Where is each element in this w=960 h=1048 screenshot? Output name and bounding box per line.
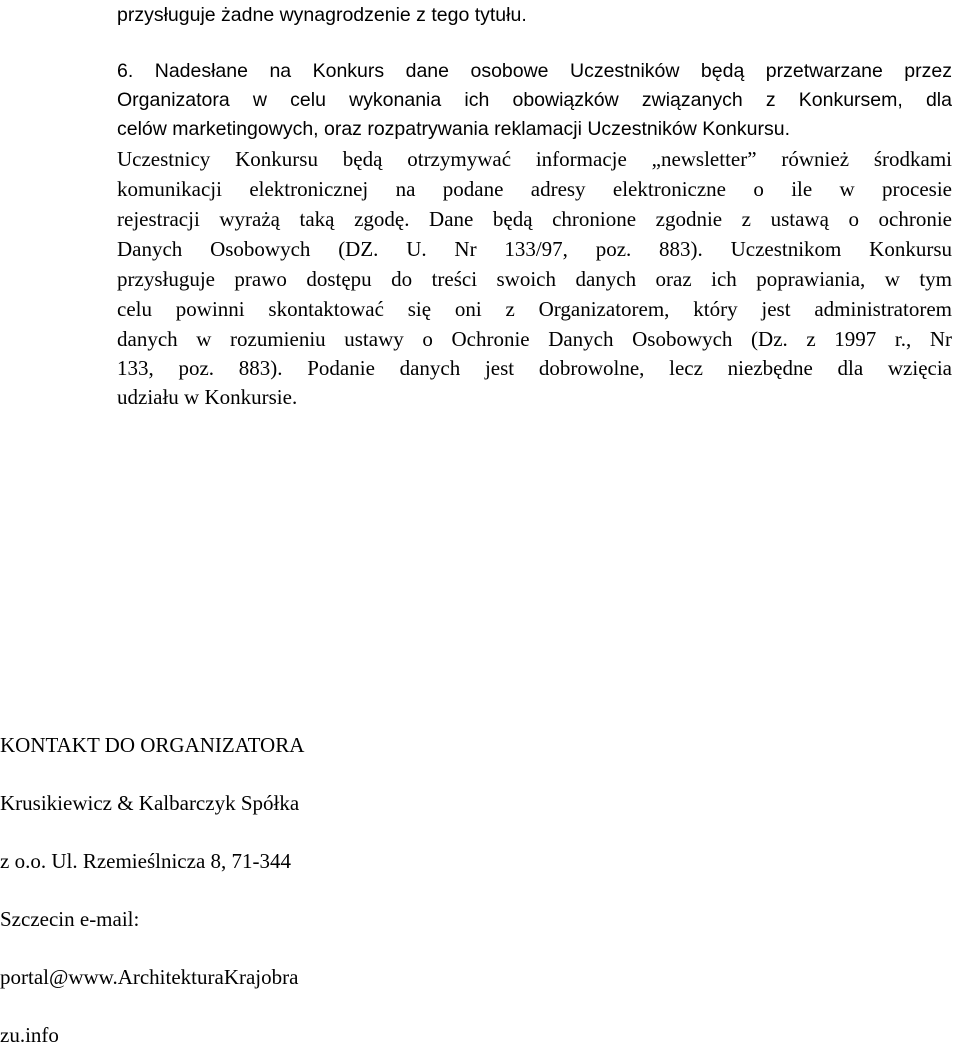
contact-email-continuation: zu.info [0,1023,59,1047]
paragraph-line: komunikacji elektronicznej na podane adresy elektroniczne o ile w procesie [117,177,952,201]
paragraph-continuation-line: przysługuje żadne wynagrodzenie z tego tytułu. [117,4,527,26]
contact-heading: KONTAKT DO ORGANIZATORA [0,733,305,757]
paragraph-line: Uczestnicy Konkursu będą otrzymywać informacje „newsletter” również środkami [117,147,952,171]
paragraph-line: 6. Nadesłane na Konkurs dane osobowe Uczestników będą przetwarzane przez [117,60,952,82]
contact-address-line: z o.o. Ul. Rzemieślnicza 8, 71-344 [0,849,292,873]
paragraph-line: Organizatora w celu wykonania ich obowiązków związanych z Konkursem, dla [117,89,952,111]
paragraph-line: rejestracji wyrażą taką zgodę. Dane będą chronione zgodnie z ustawą o ochronie [117,207,952,231]
paragraph-line: 133, poz. 883). Podanie danych jest dobrowolne, lecz niezbędne dla wzięcia [117,356,952,380]
contact-company-line: Krusikiewicz & Kalbarczyk Spółka [0,791,300,815]
contact-city-line: Szczecin e-mail: [0,907,140,931]
paragraph-line: przysługuje prawo dostępu do treści swoich danych oraz ich poprawiania, w tym [117,267,952,291]
paragraph-line: celów marketingowych, oraz rozpatrywania reklamacji Uczestników Konkursu. [117,118,791,140]
paragraph-line: danych w rozumieniu ustawy o Ochronie Danych Osobowych (Dz. z 1997 r., Nr [117,327,952,351]
paragraph-line: celu powinni skontaktować się oni z Organizatorem, który jest administratorem [117,297,952,321]
contact-email-line: portal@www.ArchitekturaKrajobra [0,965,299,989]
paragraph-line: Danych Osobowych (DZ. U. Nr 133/97, poz. 883). Uczestnikom Konkursu [117,237,952,261]
paragraph-line: udziału w Konkursie. [117,385,298,409]
